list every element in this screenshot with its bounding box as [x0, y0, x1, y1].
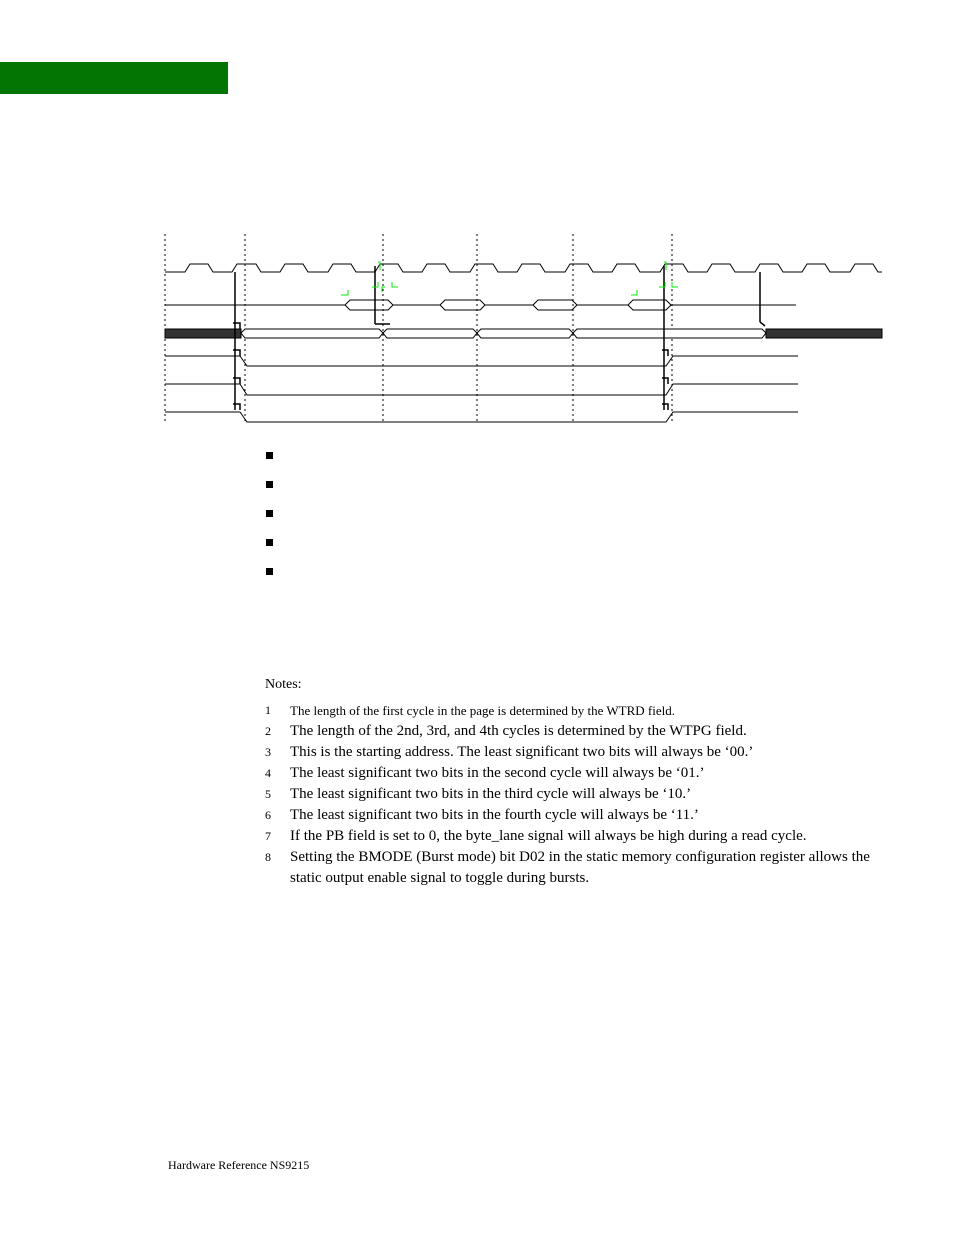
- bullet-square-icon: [266, 568, 273, 575]
- bullet-square-icon: [266, 481, 273, 488]
- note-text: This is the starting address. The least significant two bits will always be ‘00.’: [290, 744, 754, 760]
- note-number: 7: [265, 829, 271, 843]
- note-text: The length of the 2nd, 3rd, and 4th cycles is determined by the WTPG field.: [290, 723, 747, 739]
- note-number: 1: [265, 703, 271, 717]
- note-item: [265, 784, 895, 805]
- note-number: 8: [265, 850, 271, 864]
- notes-heading: Notes:: [265, 677, 302, 692]
- note-item: [265, 721, 895, 742]
- note-text: If the PB field is set to 0, the byte_lane signal will always be high during a read cycle.: [290, 828, 807, 844]
- timing-diagram: [0, 0, 954, 440]
- note-text: The least significant two bits in the fourth cycle will always be ‘11.’: [290, 807, 699, 823]
- hold-time-markers: [341, 262, 678, 295]
- bullet-square-icon: [266, 510, 273, 517]
- note-item: [265, 742, 895, 763]
- note-item: [265, 805, 895, 826]
- note-item: [265, 826, 895, 847]
- note-text: Setting the BMODE (Burst mode) bit D02 in the static memory configuration register allows the static output enable signal to toggle during bursts.: [290, 849, 870, 886]
- note-text: The least significant two bits in the second cycle will always be ‘01.’: [290, 765, 705, 781]
- note-item: [265, 700, 895, 721]
- address-bus: [165, 329, 882, 338]
- note-text: The length of the first cycle in the page is determined by the WTRD field.: [290, 703, 675, 718]
- note-number: 3: [265, 745, 271, 759]
- note-item: [265, 847, 895, 889]
- notes-list: [265, 700, 895, 889]
- note-item: [265, 763, 895, 784]
- note-text: The least significant two bits in the third cycle will always be ‘10.’: [290, 786, 692, 802]
- control-signals: [165, 356, 798, 422]
- bullet-square-icon: [266, 539, 273, 546]
- data-signal: [165, 300, 796, 310]
- page-footer: Hardware Reference NS9215: [168, 1158, 310, 1172]
- note-number: 5: [265, 787, 271, 801]
- note-number: 6: [265, 808, 271, 822]
- note-number: 2: [265, 724, 271, 738]
- clock-signal: [165, 264, 882, 272]
- note-number: 4: [265, 766, 271, 780]
- bullet-square-icon: [266, 452, 273, 459]
